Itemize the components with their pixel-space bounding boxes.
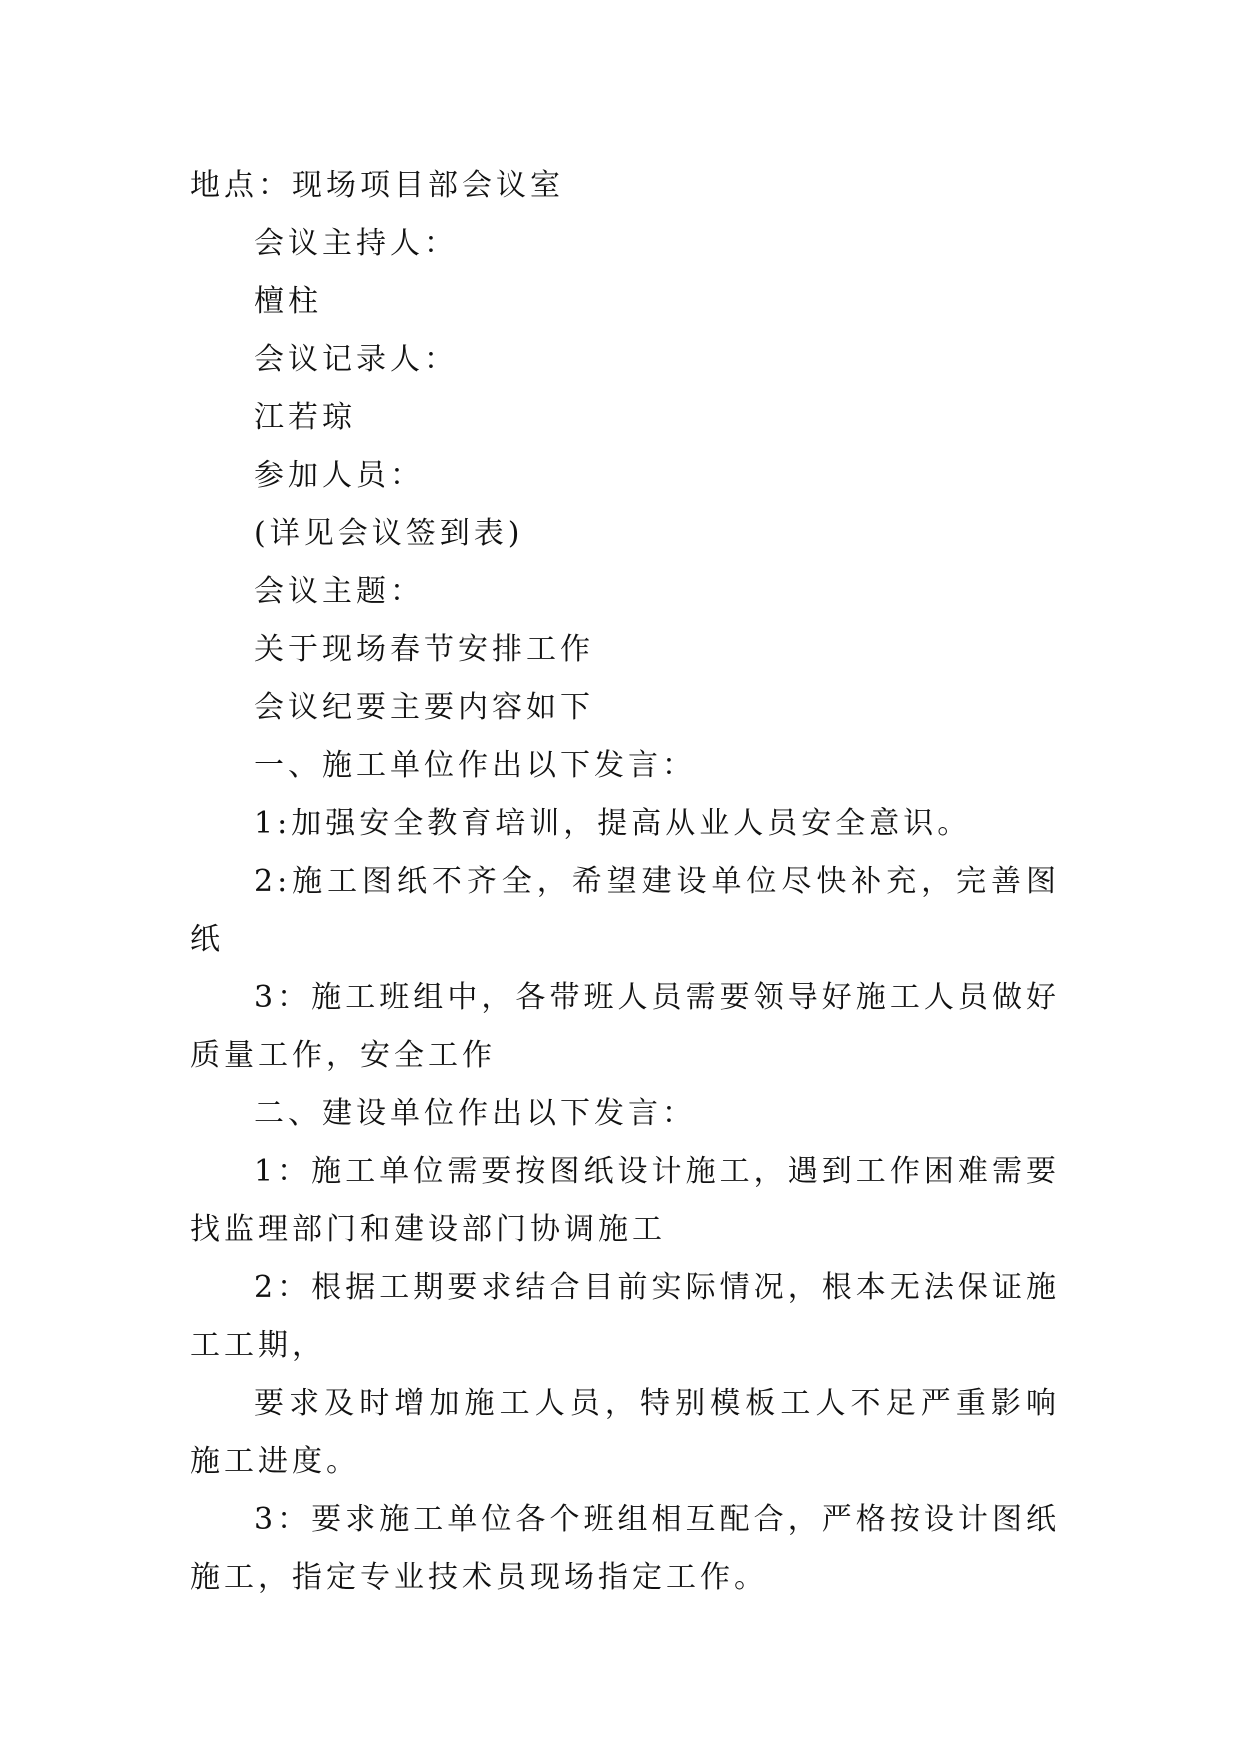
document-body [190, 157, 1060, 1607]
section-heading-contractor: 一、施工单位作出以下发言： [254, 748, 696, 783]
topic-label: 会议主题： [254, 574, 424, 609]
recorder-name: 江若琼 [254, 400, 356, 435]
host-label: 会议主持人： [254, 226, 458, 261]
owner-item-1: 1：施工单位需要按图纸设计施工，遇到工作困难需要找监理部门和建设部门协调施工 [190, 1154, 1060, 1247]
owner-item-3: 3：要求施工单位各个班组相互配合，严格按设计图纸施工，指定专业技术员现场指定工作。 [190, 1502, 1060, 1595]
contractor-item-3: 3：施工班组中，各带班人员需要领导好施工人员做好质量工作，安全工作 [190, 980, 1060, 1073]
topic-value: 关于现场春节安排工作 [254, 632, 594, 667]
host-name: 檀柱 [254, 284, 322, 319]
meeting-location: 地点：现场项目部会议室 [190, 168, 564, 203]
contractor-item-2: 2:施工图纸不齐全，希望建设单位尽快补充，完善图纸 [190, 864, 1060, 957]
owner-item-2: 2：根据工期要求结合目前实际情况，根本无法保证施工工期， [190, 1270, 1060, 1363]
contractor-item-1: 1:加强安全教育培训，提高从业人员安全意识。 [254, 806, 972, 841]
attendees-label: 参加人员： [254, 458, 424, 493]
minutes-intro: 会议纪要主要内容如下 [254, 690, 594, 725]
attendees-value: (详见会议签到表) [254, 516, 524, 551]
owner-item-2-continued: 要求及时增加施工人员，特别模板工人不足严重影响施工进度。 [190, 1386, 1060, 1479]
section-heading-owner: 二、建设单位作出以下发言： [254, 1096, 696, 1131]
recorder-label: 会议记录人： [254, 342, 458, 377]
